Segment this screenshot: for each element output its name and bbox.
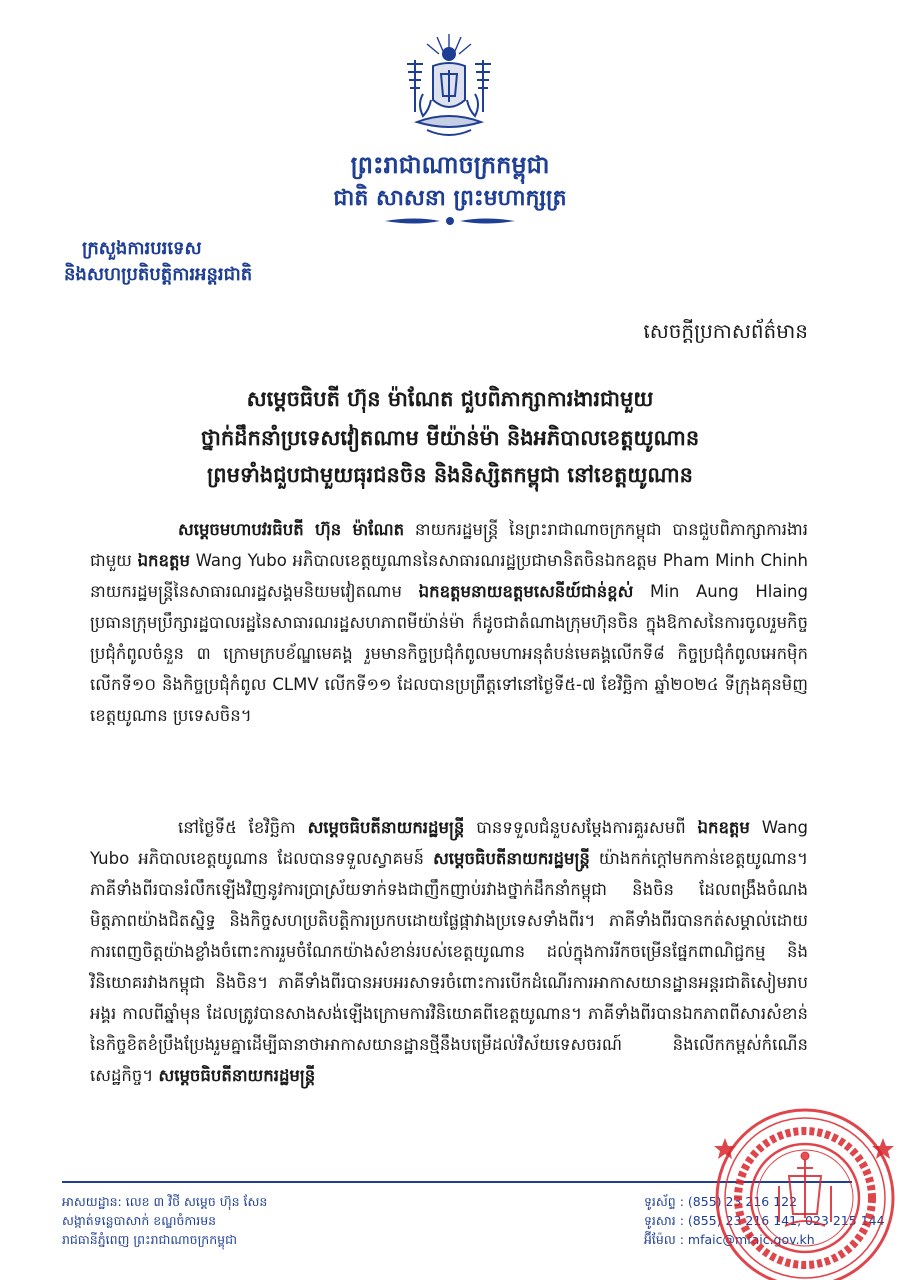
body-paragraph-2 [90,812,808,1091]
fax-label: ទូរសារ : [644,1213,684,1228]
text-run: យ៉ាងកក់ក្តៅមកកាន់ខេត្តយូណាន។ ភាគីទាំងពីរបានរំលឹកឡើងវិញនូវការប្រាស្រ័យទាក់ទងជាញឹកញាប់រវាងថ្នាក់ដឹកនាំកម្ពុជា និងចិន ដែលពង្រឹងចំណងមិត្តភាពយ៉ាងជិតស្និទ្ធ និងកិច្ចសហប្រតិបត្តិការប្រកបដោយផ្លែផ្កាវាងប្រទេសទាំងពីរ។ ភាគីទាំងពីរបានកត់សម្គាល់ដោយការពេញចិត្តយ៉ាងខ្លាំងចំពោះការរួមចំណែកយ៉ាងសំខាន់របស់ខេត្តយូណាន ដល់ក្នុងការរីកចម្រើនផ្នែកពាណិជ្ជកម្ម និងវិនិយោគរវាងកម្ពុជា និងចិន។ ភាគីទាំងពីរបានអបអរសាទរចំពោះការបើកដំណើរការអាកាសយានដ្ឋានអន្តរជាតិសៀមរាបអង្គរ កាលពីឆ្នាំមុន ដែលត្រូវបានសាងសង់ឡើងក្រោមការវិនិយោគពីខេត្តយូណាន។ ភាគីទាំងពីរបានឯកភាពពីសារសំខាន់នៃកិច្ចខិតខំប្រឹងប្រែងរួមគ្នាដើម្បីធានាថាអាកាសយានដ្ឋានថ្មីនឹងបម្រើដល់វិស័យទេសចរណ៍ និងលើកកម្ពស់កំណើនសេដ្ឋកិច្ច។ [90,849,808,1085]
fax-value: (855) 23 216 141, 023 215 144 [687,1213,885,1228]
phone-label: ទូរស័ព្ទ : [644,1194,684,1209]
email-label: អ៊ីម៉ែល : [644,1232,684,1247]
paragraph-1-text [90,514,808,731]
press-release-title-line1: សម្តេចធិបតី ហ៊ុន ម៉ាណែត ជួបពិភាក្សាការងារជាមួយ [246,387,654,411]
footer-address [62,1192,267,1249]
body-paragraph-1 [90,514,808,731]
bold-run: សម្តេចធិបតីនាយករដ្ឋមន្ត្រី [433,849,590,868]
bold-run: ឯកឧត្តម [697,818,750,837]
address-line-2: សង្កាត់ទន្លេបាសាក់ ខណ្ឌចំការមន [62,1213,217,1228]
national-motto: ជាតិ សាសនា ព្រះមហាក្សត្រ [333,186,567,211]
address-line-1: អាសយដ្ឋាន: លេខ ៣ វិថី សម្តេច ហ៊ុន សែន [62,1194,268,1209]
bold-run: សម្តេចធិបតីនាយករដ្ឋមន្ត្រី [158,1066,316,1085]
bold-run: ឯកឧត្តមនាយឧត្តមសេនីយ៍ជាន់ខ្ពស់ [418,582,634,601]
text-run: Wang Yubo អភិបាលខេត្តយូណាននៃសាធារណរដ្ឋប្រជាមានិតចិនឯកឧត្តម Pham Minh Chinh នាយករដ្ឋមន្ត្រីនៃសាធារណរដ្ឋសង្គមនិយមវៀតណាម [90,551,808,601]
phone-value: (855) 23 216 122 [687,1194,798,1209]
text-run: Min Aung Hlaing ប្រធានក្រុមប្រឹក្សារដ្ឋបាលរដ្ឋនៃសាធារណរដ្ឋសហភាពមីយ៉ាន់ម៉ា ក៏ដូចជាតំណាងក្រុមហ៊ុនចិន ក្នុងឱកាសនៃការចូលរួមកិច្ចប្រជុំកំពូលចំនួន ៣ ក្រោមក្របខ័ណ្ឌមេគង្គ រួមមានកិច្ចប្រជុំកំពូលមហាអនុតំបន់មេគង្គលើកទី៨ កិច្ចប្រជុំកំពូលអេកម៉ិកលើកទី១០ និងកិច្ចប្រជុំកំពូល CLMV លើកទី១១ ដែលបានប្រព្រឹត្តទៅនៅថ្ងៃទី៥-៧ ខែវិច្ឆិកា ឆ្នាំ២០២៤ ទីក្រុងគុនមិញ ខេត្តយូណាន ប្រទេសចិន។ [90,582,808,725]
text-run: នៅថ្ងៃទី៥ ខែវិច្ឆិកា [178,818,308,837]
email-link[interactable]: mfaic@mfaic.gov.kh [687,1232,815,1247]
bold-run: សម្តេចធិបតីនាយករដ្ឋមន្ត្រី [307,818,465,837]
text-run: Wang Yubo អភិបាលខេត្តយូណាន ដែលបានទទួលស្វាគមន៍ [90,818,809,868]
ministry-name: ក្រសួងការបរទេស [82,238,202,259]
address-line-3: រាជធានីភ្នំពេញ ព្រះរាជាណាចក្រកម្ពុជា [62,1232,237,1247]
kingdom-name: ព្រះរាជាណាចក្រកម្ពុជា [350,151,550,179]
text-run: បានទទួលជំនួបសម្តែងការគួរសមពី [464,818,698,837]
text-run: នាយករដ្ឋមន្ត្រី នៃព្រះរាជាណាចក្រកម្ពុជា បានជួបពិភាក្សាការងារជាមួយ [90,520,808,570]
royal-coat-of-arms-icon [393,30,505,145]
ministry-seal-icon [705,1098,895,1280]
press-release-title-line3: ព្រមទាំងជួបជាមួយធុរជនចិន និងនិស្សិតកម្ពុជា នៅខេត្តយូណាន [207,463,693,487]
bold-run: ឯកឧត្តម [137,551,190,570]
bold-run: សម្តេចមហាបវរធិបតី ហ៊ុន ម៉ាណែត [178,520,405,539]
document-type: សេចក្តីប្រកាសព័ត៌មាន [643,319,808,343]
press-release-title-line2: ថ្នាក់ដឹកនាំប្រទេសវៀតណាម មីយ៉ាន់ម៉ា និងអភិបាលខេត្តយូណាន [200,426,700,450]
paragraph-2-text [90,812,808,1091]
ministry-subtitle: និងសហប្រតិបត្តិការអន្តរជាតិ [64,264,253,285]
ornament-divider-icon [385,214,515,228]
